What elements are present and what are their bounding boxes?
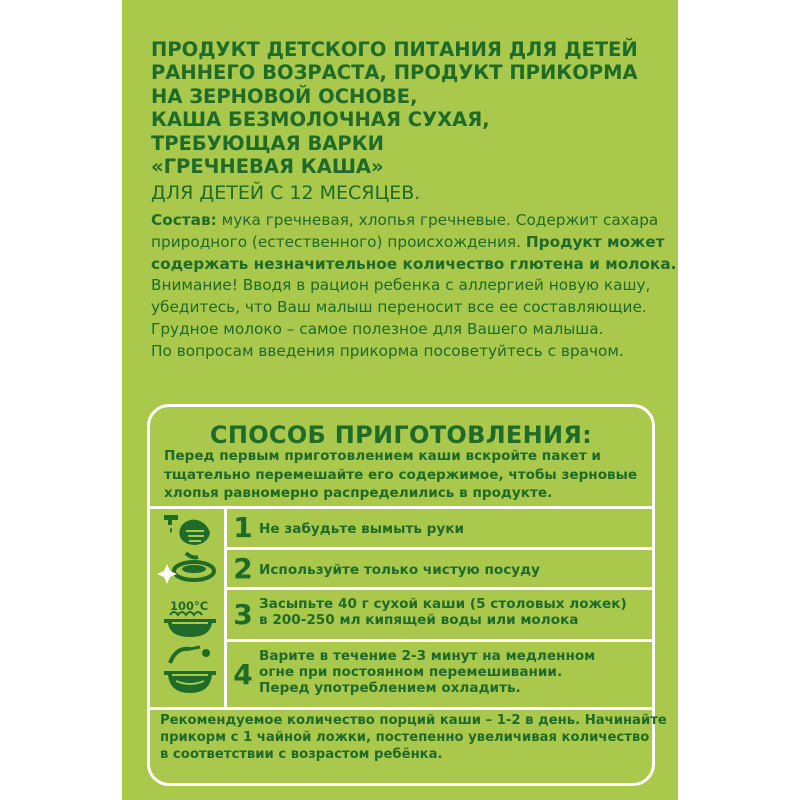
hand-wash-icon <box>158 511 218 549</box>
title-line: «ГРЕЧНЕВАЯ КАША» <box>151 155 384 179</box>
intro-line: Перед первым приготовлением каши вскройте пакет и <box>164 448 601 464</box>
composition-block <box>151 210 681 363</box>
preparation-intro <box>164 447 654 503</box>
steps-divider <box>224 509 227 707</box>
step-line: Используйте только чистую посуду <box>259 562 540 578</box>
step-line: Не забудьте вымыть руки <box>259 521 465 537</box>
step-line: огне при постоянном перемешивании. <box>259 664 563 680</box>
step-number: 4 <box>233 658 253 691</box>
allergen-warning: содержать незначительное количество глютена и молока. <box>151 254 677 273</box>
step-number: 1 <box>233 511 253 544</box>
age-note: ДЛЯ ДЕТЕЙ С 12 МЕСЯЦЕВ. <box>151 182 421 204</box>
title-line: ПРОДУКТ ДЕТСКОГО ПИТАНИЯ ДЛЯ ДЕТЕЙ <box>151 38 638 61</box>
title-line: ТРЕБУЮЩАЯ ВАРКИ <box>151 131 384 155</box>
composition-line <box>151 232 681 254</box>
serving-recommendation <box>160 712 667 763</box>
composition-line: убедитесь, что Ваш малыш переносит все ее составляющие. <box>151 298 647 317</box>
step-text <box>259 648 649 696</box>
intro-line: тщательно перемешайте его содержимое, чтобы зерновые <box>164 466 638 483</box>
title-line: РАННЕГО ВОЗРАСТА, ПРОДУКТ ПРИКОРМА <box>151 61 638 85</box>
recommendation-line: в соответствии с возрастом ребёнка. <box>160 747 443 762</box>
step-line: в 200-250 мл кипящей воды или молока <box>259 612 579 628</box>
allergen-warning: Продукт может <box>525 232 665 251</box>
title-line: КАША БЕЗМОЛОЧНАЯ СУХАЯ, <box>151 108 490 132</box>
step-divider <box>224 587 652 590</box>
preparation-box <box>147 404 667 786</box>
composition-line <box>151 210 681 232</box>
stirring-pot-icon <box>160 645 220 701</box>
preparation-steps <box>150 506 652 710</box>
composition-label: Состав: <box>151 211 217 229</box>
composition-line: Внимание! Вводя в рацион ребенка с аллергией новую кашу, <box>151 276 651 295</box>
recommendation-line: прикорм с 1 чайной ложки, постепенно увеличивая количество <box>160 730 650 745</box>
temperature-label: 100°С <box>170 599 209 613</box>
step-number: 3 <box>233 598 253 631</box>
step-text <box>259 596 649 628</box>
step-text <box>259 562 649 578</box>
composition-line: Грудное молоко – самое полезное для Вашего малыша. <box>151 319 604 338</box>
step-line: Засыпьте 40 г сухой каши (5 столовых ложек) <box>259 596 627 612</box>
recommendation-line: Рекомендуемое количество порций каши – 1-2 в день. Начинайте <box>160 713 667 728</box>
step-divider <box>224 639 652 642</box>
step-number: 2 <box>233 552 253 585</box>
composition-text: природного (естественного) происхождения. <box>151 232 526 251</box>
composition-line: По вопросам введения прикорма посоветуйтесь с врачом. <box>151 341 624 360</box>
product-title <box>151 38 671 178</box>
composition-text: мука гречневая, хлопья гречневые. Содержит сахара <box>216 211 659 229</box>
step-line: Перед употреблением охладить. <box>259 680 521 696</box>
step-line: Варите в течение 2-3 минут на медленном <box>259 648 596 664</box>
intro-line: хлопья равномерно распределились в продукте. <box>164 485 553 501</box>
title-line: НА ЗЕРНОВОЙ ОСНОВЕ, <box>151 84 418 108</box>
step-divider <box>224 547 652 550</box>
composition-line <box>151 254 681 276</box>
clean-dishes-icon <box>156 549 220 587</box>
preparation-heading: СПОСОБ ПРИГОТОВЛЕНИЯ: <box>209 421 593 449</box>
step-text <box>259 521 649 537</box>
